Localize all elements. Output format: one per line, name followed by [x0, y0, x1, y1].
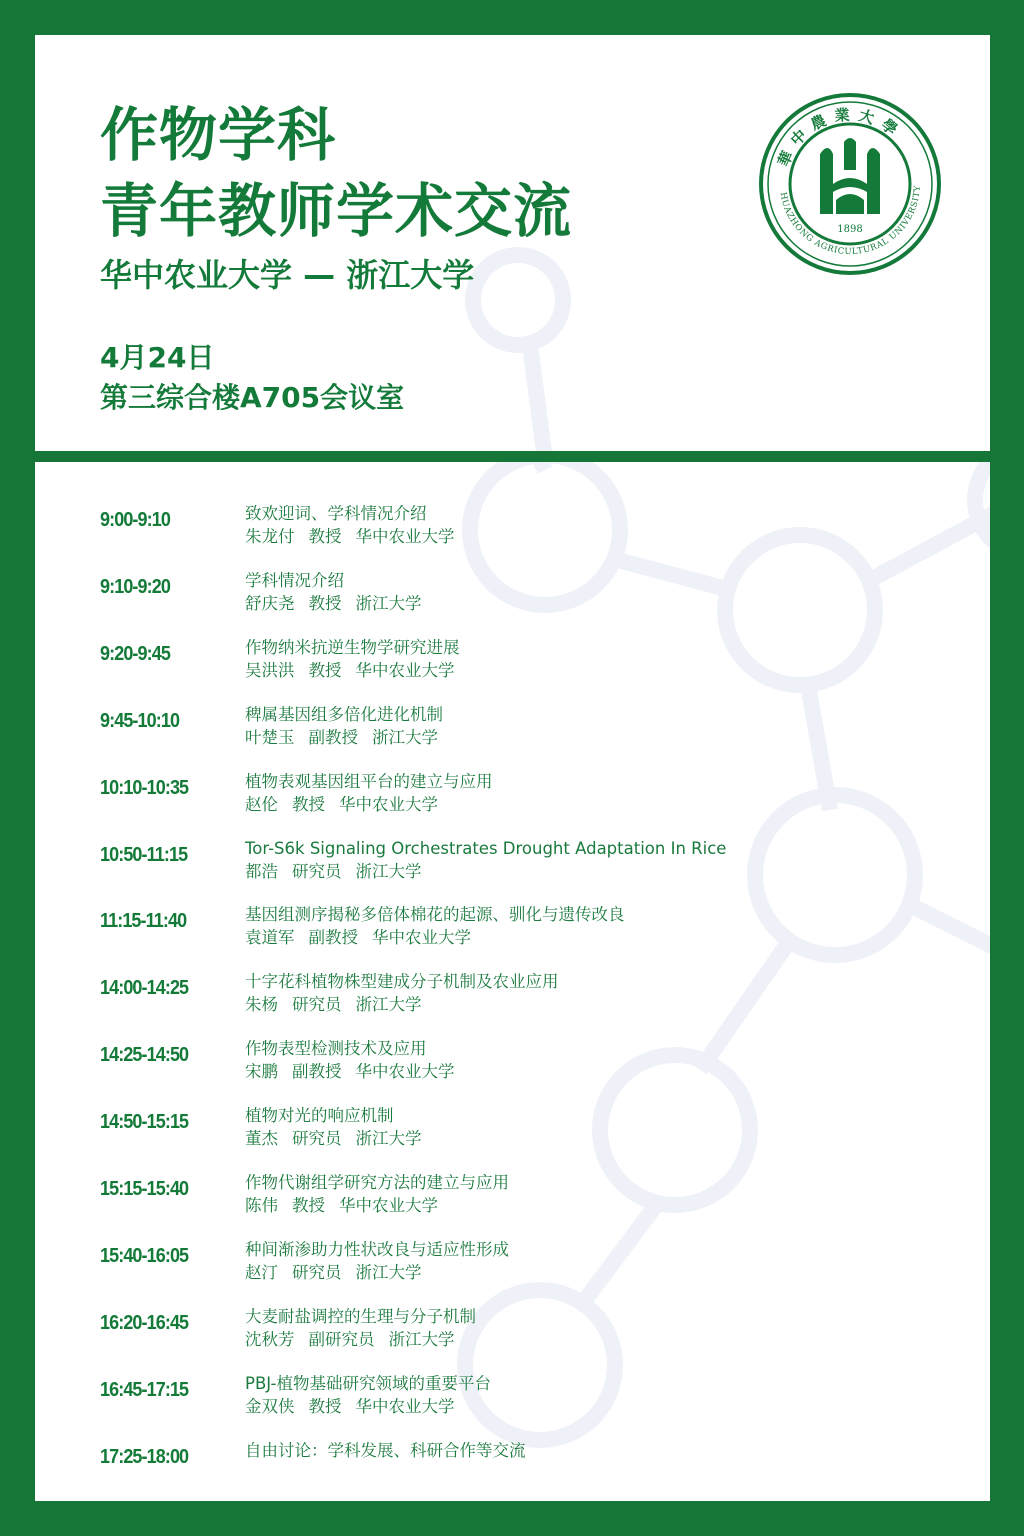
session-speaker	[245, 794, 452, 816]
speaker-name: 舒庆尧	[245, 593, 295, 613]
speaker-org: 华中农业大学	[339, 794, 438, 814]
speaker-name: 金双侠	[245, 1396, 295, 1416]
session-topic: PBJ-植物基础研究领域的重要平台	[245, 1373, 492, 1393]
speaker-org: 浙江大学	[355, 593, 422, 613]
speaker-name: 叶楚玉	[245, 727, 295, 747]
title-line-2: 青年教师学术交流	[100, 177, 573, 245]
speaker-name: 都浩	[245, 861, 278, 881]
speaker-title: 研究员	[292, 995, 342, 1015]
speaker-org: 浙江大学	[388, 1329, 455, 1349]
session-speaker	[245, 927, 485, 949]
schedule-row	[100, 503, 960, 563]
session-topic: 自由讨论：学科发展、科研合作等交流	[245, 1440, 526, 1460]
speaker-name: 董杰	[245, 1129, 278, 1149]
session-topic: 致欢迎词、学科情况介绍	[245, 504, 427, 523]
speaker-title: 副教授	[292, 1062, 342, 1082]
speaker-title: 副教授	[308, 928, 358, 948]
session-time: 15:40-16:05	[100, 1244, 189, 1267]
speaker-title: 研究员	[292, 861, 342, 881]
title-line-1: 作物学科	[100, 101, 337, 169]
speaker-org: 浙江大学	[355, 861, 422, 881]
session-topic: 植物表观基因组平台的建立与应用	[245, 771, 493, 791]
speaker-name: 赵伦	[245, 794, 278, 814]
speaker-org: 华中农业大学	[355, 1062, 455, 1082]
session-time: 9:20-9:45	[100, 642, 170, 665]
schedule-row	[100, 704, 960, 764]
session-time: 14:00-14:25	[100, 977, 189, 1000]
session-time: 10:50-11:15	[100, 843, 188, 866]
session-speaker	[245, 1061, 469, 1083]
session-topic: 基因组测序揭秘多倍体棉花的起源、驯化与遗传改良	[245, 905, 625, 925]
schedule-row	[100, 637, 960, 697]
session-speaker	[245, 1396, 469, 1418]
schedule-row	[100, 1105, 960, 1165]
session-speaker	[245, 1329, 469, 1351]
session-time: 14:50-15:15	[100, 1111, 189, 1134]
seal-bottom-text: HUAZHONG AGRICULTURAL UNIVERSITY	[777, 184, 924, 258]
session-time: 9:00-9:10	[100, 509, 170, 531]
session-topic: 稗属基因组多倍化进化机制	[245, 704, 443, 724]
speaker-org: 华中农业大学	[355, 527, 455, 546]
speaker-title: 副研究员	[308, 1329, 375, 1349]
schedule-row	[100, 971, 960, 1031]
speaker-name: 赵汀	[245, 1262, 278, 1282]
session-topic: 学科情况介绍	[245, 570, 344, 590]
session-speaker	[245, 593, 436, 615]
schedule-row	[100, 1038, 960, 1098]
session-topic: 十字花科植物株型建成分子机制及农业应用	[245, 972, 559, 992]
event-venue: 第三综合楼A705会议室	[100, 381, 405, 414]
session-speaker	[245, 1262, 436, 1284]
session-time: 15:15-15:40	[100, 1178, 189, 1200]
speaker-title: 教授	[308, 527, 342, 546]
speaker-org: 华中农业大学	[355, 660, 455, 680]
event-date: 4月24日	[100, 341, 215, 374]
speaker-title: 教授	[292, 1196, 325, 1215]
session-time: 17:25-18:00	[100, 1445, 189, 1468]
session-topic: 植物对光的响应机制	[245, 1106, 394, 1126]
speaker-name: 朱杨	[245, 995, 278, 1015]
schedule-row	[100, 570, 960, 630]
speaker-name: 朱龙付	[245, 527, 295, 546]
speaker-name: 袁道军	[245, 928, 295, 948]
session-speaker	[245, 526, 469, 548]
session-topic: 大麦耐盐调控的生理与分子机制	[245, 1306, 476, 1326]
speaker-name: 吴洪洪	[245, 660, 295, 680]
session-time: 11:15-11:40	[100, 910, 187, 933]
session-time: 10:10-10:35	[100, 776, 189, 799]
speaker-title: 研究员	[292, 1129, 342, 1149]
schedule-row	[100, 1440, 960, 1500]
schedule-row	[100, 1306, 960, 1366]
session-speaker	[245, 1128, 436, 1150]
subtitle-universities: 华中农业大学 — 浙江大学	[100, 256, 475, 294]
speaker-org: 浙江大学	[355, 1262, 422, 1282]
session-speaker	[245, 727, 452, 749]
speaker-title: 教授	[308, 660, 342, 680]
speaker-title: 教授	[308, 593, 342, 613]
seal-top-text: 華中農業大學	[774, 105, 907, 170]
session-topic: 作物纳米抗逆生物学研究进展	[245, 637, 460, 657]
session-speaker	[245, 994, 436, 1016]
speaker-org: 浙江大学	[355, 1129, 422, 1149]
session-speaker	[245, 660, 469, 682]
session-time: 9:10-9:20	[100, 575, 170, 598]
speaker-name: 陈伟	[245, 1196, 278, 1215]
schedule-row	[100, 1172, 960, 1232]
session-time: 16:20-16:45	[100, 1311, 189, 1334]
session-time: 9:45-10:10	[100, 709, 180, 732]
schedule-row	[100, 1239, 960, 1299]
schedule-row	[100, 771, 960, 831]
session-speaker	[245, 861, 436, 883]
seal-year: 1898	[837, 224, 863, 235]
session-topic: 种间渐渗助力性状改良与适应性形成	[245, 1239, 509, 1259]
session-topic: 作物表型检测技术及应用	[245, 1039, 427, 1059]
session-speaker	[245, 1195, 452, 1217]
speaker-title: 教授	[292, 794, 325, 814]
schedule-row	[100, 1373, 960, 1433]
speaker-title: 教授	[308, 1396, 342, 1416]
speaker-org: 浙江大学	[355, 995, 422, 1015]
speaker-org: 华中农业大学	[339, 1196, 438, 1215]
session-topic: Tor-S6k Signaling Orchestrates Drought Adaptation In Rice	[245, 838, 727, 858]
speaker-name: 宋鹏	[245, 1062, 278, 1082]
session-time: 16:45-17:15	[100, 1378, 189, 1401]
session-topic: 作物代谢组学研究方法的建立与应用	[245, 1173, 509, 1192]
session-time: 14:25-14:50	[100, 1044, 189, 1067]
speaker-name: 沈秋芳	[245, 1329, 295, 1349]
speaker-org: 华中农业大学	[355, 1396, 455, 1416]
speaker-org: 华中农业大学	[372, 928, 471, 948]
speaker-title: 副教授	[308, 727, 358, 747]
schedule-row	[100, 904, 960, 964]
speaker-org: 浙江大学	[372, 727, 438, 747]
schedule-row	[100, 838, 960, 898]
speaker-title: 研究员	[292, 1262, 342, 1282]
